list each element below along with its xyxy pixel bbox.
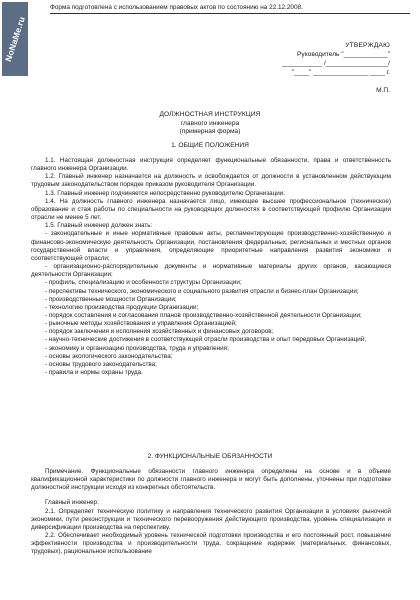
list-item: - основы трудового законодательства; — [45, 360, 157, 368]
paragraph: 2.1. Определяет техническую политику и направления технического развития Организации в условиях рыночной экономики, пути реконструкции и технического перевооружения действующего производства, уровень специализации и диверсификации производства на перспективу. — [31, 507, 391, 531]
list-item: - организационно-распорядительные документы и нормативные материалы других органов, касающиеся деятельности Организации; — [31, 263, 391, 279]
list-item: - профиль, специализацию и особенности структуры Организации; — [45, 279, 242, 287]
paragraph: 2.2. Обеспечивает необходимый уровень технической подготовки производства и его постоянный рост, повышение эффективности производства и производительности труда, сокращение издержек (материальных, финансовых, трудовых), рациональное использование — [31, 532, 391, 556]
list-item: - правила и нормы охраны труда. — [45, 369, 143, 377]
title-form-type: (примерная форма) — [179, 128, 241, 136]
paragraph: 1.4. На должность главного инженера назначается лицо, имеющее высшее профессиональное (техническое) образование и стаж работы по специальности на руководящих должностях в соответствующей профилю Организации отрасли не менее 5 лет. — [31, 197, 391, 222]
list-item: - законодательные и иные нормативные правовые акты, регламентирующие производственно-хозяйственную и финансово-экономическую деятельность Организации, постановления федеральных, региональных и местных органов государственной власти и управления, определяющие приоритетные направления развития экономики и соответствующей отрасли; — [31, 230, 391, 262]
section-2-heading: 2. ФУНКЦИОНАЛЬНЫЕ ОБЯЗАННОСТИ — [147, 453, 273, 460]
list-item: - научно-технические достижения в соответствующей отрасли производства и опыт передовых Организаций; — [45, 336, 366, 344]
list-item: - технологию производства продукции Организации; — [45, 303, 199, 311]
list-item: - экономику и организацию производства, труда и управления; — [45, 344, 229, 352]
paragraph: 1.5. Главный инженер должен знать: — [45, 222, 153, 230]
watermark-text: NoNaMe.ru — [3, 15, 27, 63]
approval-block — [250, 41, 390, 77]
note-paragraph: Примечание. Функциональные обязанности главного инженера определены на основе и в объеме квалификационной характеристики по должности главного инженера и могут быть дополнены, уточнены при подготовке должностной инструкции исходя из конкретных обстоятельств. — [31, 468, 391, 492]
list-item: - перспективы технического, экономического и социального развития отрасли и бизнес-план Организации; — [45, 287, 359, 295]
list-item: - основы экологического законодательства; — [45, 352, 173, 360]
title-main: ДОЛЖНОСТНАЯ ИНСТРУКЦИЯ — [159, 111, 261, 118]
title-position: главного инженера — [180, 119, 240, 127]
lead-paragraph: Главный инженер: — [45, 499, 99, 507]
section-1-heading: 1. ОБЩИЕ ПОЛОЖЕНИЯ — [171, 142, 249, 149]
list-item: - порядок составления и согласования планов производственно-хозяйственной деятельности Организации; — [45, 311, 362, 319]
paragraph: 1.3. Главный инженер подчиняется непосредственно руководителю Организации. — [45, 189, 286, 197]
approval-director-line: Руководитель "____________" — [297, 51, 390, 58]
section-1-body — [31, 157, 391, 377]
approval-date-line: "____" _______________ ____ г. — [292, 69, 390, 76]
paragraph: 1.2. Главный инженер назначается на должность и освобождается от должности в установленном действующим трудовым законодательством порядке приказом руководителя Организации. — [31, 173, 391, 189]
list-item: - производственные мощности Организации; — [45, 295, 177, 303]
list-item: - порядок заключения и исполнения хозяйственных и финансовых договоров; — [45, 328, 274, 336]
seal-mark: М.П. — [376, 87, 390, 94]
watermark-logo — [2, 2, 28, 76]
section-2-body — [31, 468, 391, 557]
list-item: - рыночные методы хозяйствования и управления Организацией; — [45, 320, 237, 328]
paragraph: 1.1. Настоящая должностная инструкция определяет функциональные обязанности, права и ответственность главного инженера Организации. — [31, 157, 391, 173]
document-title — [0, 111, 420, 137]
approval-signature-line: ___________ /_________________/ — [281, 60, 390, 67]
form-note: Форма подготовлена с использованием правовых актов по состоянию на 22.12.2008. — [50, 3, 410, 14]
approval-title: УТВЕРЖДАЮ — [345, 42, 390, 49]
